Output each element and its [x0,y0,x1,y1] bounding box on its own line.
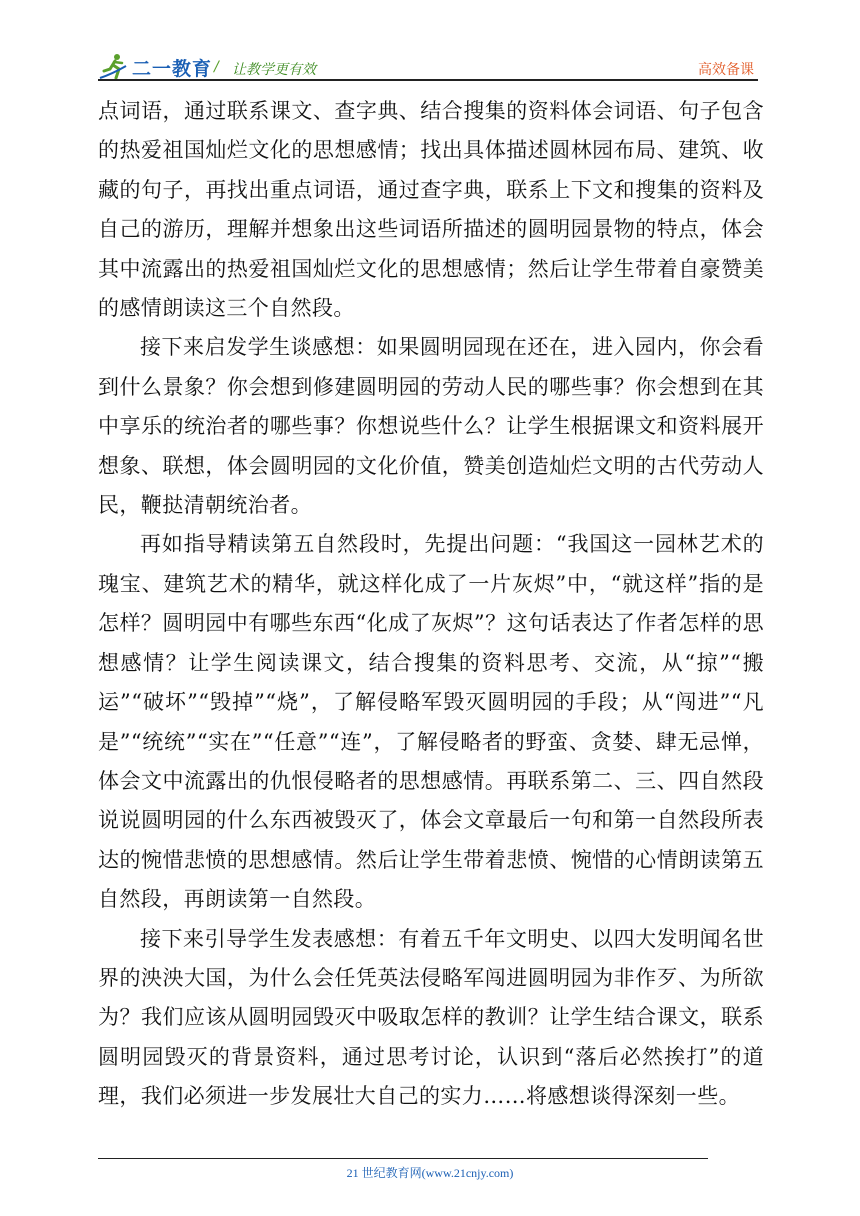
slogan: 让教学更有效 [232,62,316,78]
paragraph: 点词语，通过联系课文、查字典、结合搜集的资料体会词语、句子包含的热爱祖国灿烂文化的思想感情；找出具体描述圆林园布局、建筑、收藏的句子，再找出重点词语，通过查字典，联系上下文和搜集的资料及自己的游历，理解并想象出这些词语所描述的圆明园景物的特点，体会其中流露出的热爱祖国灿烂文化的思想感情；然后让学生带着自豪赞美的感情朗读这三个自然段。 [98,99,764,321]
header-divider [98,79,758,81]
footer-divider [98,1158,708,1159]
slogan-separator: / [214,59,219,75]
paragraph: 再如指导精读第五自然段时，先提出问题：“我国这一园林艺术的瑰宝、建筑艺术的精华，就这样化成了一片灰烬”中，“就这样”指的是怎样？圆明园中有哪些东西“化成了灰烬”？这句话表达了作者怎样的思想感情？让学生阅读课文，结合搜集的资料思考、交流，从“掠”“搬运”“破坏”“毁掉”“烧”，了解侵略军毁灭圆明园的手段；从“闯进”“凡是”“统统”“实在”“任意”“连”，了解侵略者的野蛮、贪婪、肆无忌惮，体会文中流露出的仇恨侵略者的思想感情。再联系第二、三、四自然段说说圆明园的什么东西被毁灭了，体会文章最后一句和第一自然段所表达的惋惜悲愤的思想感情。然后让学生带着悲愤、惋惜的心情朗读第五自然段，再朗读第一自然段。 [98,532,764,912]
logo-text: 二一教育 [132,57,213,80]
runner-icon [98,52,128,82]
paragraph: 接下来引导学生发表感想：有着五千年文明史、以四大发明闻名世界的泱泱大国，为什么会任凭英法侵略军闯进圆明园为非作歹、为所欲为？我们应该从圆明园毁灭中吸取怎样的教训？让学生结合课文，联系圆明园毁灭的背景资料，通过思考讨论，认识到“落后必然挨打”的道理，我们必须进一步发展壮大自己的实力……将感想谈得深刻一些。 [98,926,764,1109]
page-footer: 21 世纪教育网(www.21cnjy.com) [346,1166,514,1180]
logo [98,52,212,82]
header-tag: 高效备课 [698,62,754,78]
paragraph: 接下来启发学生谈感想：如果圆明园现在还在，进入园内，你会看到什么景象？你会想到修建圆明园的劳动人民的哪些事？你会想到在其中享乐的统治者的哪些事？你想说些什么？让学生根据课文和资料展开想象、联想，体会圆明园的文化价值，赞美创造灿烂文明的古代劳动人民，鞭挞清朝统治者。 [98,335,764,518]
document-body [98,92,764,1117]
